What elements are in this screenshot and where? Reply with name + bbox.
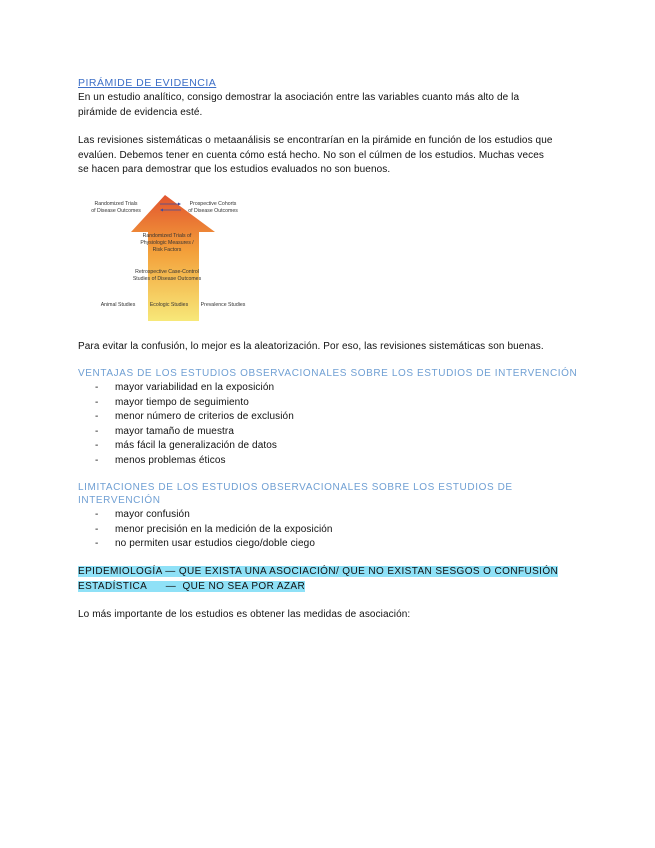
bullet-dash: - [95,425,99,437]
bullet-dash: - [95,396,99,408]
label-cohort-2: of Disease Outcomes [188,208,238,214]
label-physio-3: Risk Factors [152,247,182,253]
label-retro-1: Retrospective Case-Control [135,269,199,275]
bullet-dash: - [95,411,99,423]
bullet-dash: - [95,454,99,466]
list-item: - mayor confusión [78,508,333,523]
intro-line-1: En un estudio analítico, consigo demostrar la asociación entre las variables cuanto más alto de la [78,92,520,103]
bullet-dash: - [95,382,99,393]
bullet-dash: - [95,523,99,535]
label-rct-2: of Disease Outcomes [91,208,141,214]
list-item: - mayor variabilidad en la exposición [78,381,294,396]
limitaciones-heading-1: LIMITACIONES DE LOS ESTUDIOS OBSERVACIONALES SOBRE LOS ESTUDIOS DE [78,482,513,493]
bullet-dash: - [95,440,99,452]
bullet-dash: - [95,538,99,550]
reviews-line-1: Las revisiones sistemáticas o metaanálisis se encontrarían en la pirámide en función de los estudios que [78,135,553,146]
list-item: - no permiten usar estudios ciego/doble ciego [78,537,333,552]
list-item: - más fácil la generalización de datos [78,439,294,454]
right-arrowhead-icon [178,203,181,206]
epidemiologia-line-2: ESTADÍSTICA — QUE NO SEA POR AZAR [78,581,306,592]
evidence-arrow-graphic [90,192,260,322]
confusion-paragraph: Para evitar la confusión, lo mejor es la aleatorización. Por eso, las revisiones sistemáticas son buenas. [78,341,544,352]
list-item: - mayor tamaño de muestra [78,425,294,440]
ventajas-heading: VENTAJAS DE LOS ESTUDIOS OBSERVACIONALES SOBRE LOS ESTUDIOS DE INTERVENCIÓN [78,368,578,379]
epidemiologia-line-1: EPIDEMIOLOGÍA — QUE EXISTA UNA ASOCIACIÓN/ QUE NO EXISTAN SESGOS O CONFUSIÓN [78,566,559,577]
reviews-line-3: se hacen para demostrar que los estudios evaluados no son buenos. [78,164,391,175]
list-item: - menos problemas éticos [78,454,294,469]
label-ecologic: Ecologic Studies [149,302,189,308]
limitaciones-heading-2: INTERVENCIÓN [78,495,161,506]
list-item: - menor precisión en la medición de la exposición [78,523,333,538]
list-item: - mayor tiempo de seguimiento [78,396,294,411]
evidence-pyramid-figure [90,192,260,322]
label-animal: Animal Studies [100,302,136,308]
ventajas-list [78,381,294,469]
label-retro-2: Studies of Disease Outcomes [132,276,202,282]
final-paragraph: Lo más importante de los estudios es obtener las medidas de asociación: [78,609,411,620]
list-item: - menor número de criterios de exclusión [78,410,294,425]
label-rct-1: Randomized Trials [94,201,138,207]
label-physio-1: Randomized Trials of [142,233,192,239]
limitaciones-list [78,508,333,552]
piramide-evidencia-link[interactable]: PIRÁMIDE DE EVIDENCIA [78,77,217,89]
reviews-line-2: evalúen. Debemos tener en cuenta cómo está hecho. No son el cúlmen de los estudios. Muchas veces [78,149,544,161]
bullet-dash: - [95,509,99,520]
label-cohort-1: Prospective Cohorts [189,201,237,207]
intro-line-2: pirámide de evidencia esté. [78,106,203,118]
label-prevalence: Prevalence Studies [200,302,246,308]
label-physio-2: Physiologic Measures / [140,240,194,246]
